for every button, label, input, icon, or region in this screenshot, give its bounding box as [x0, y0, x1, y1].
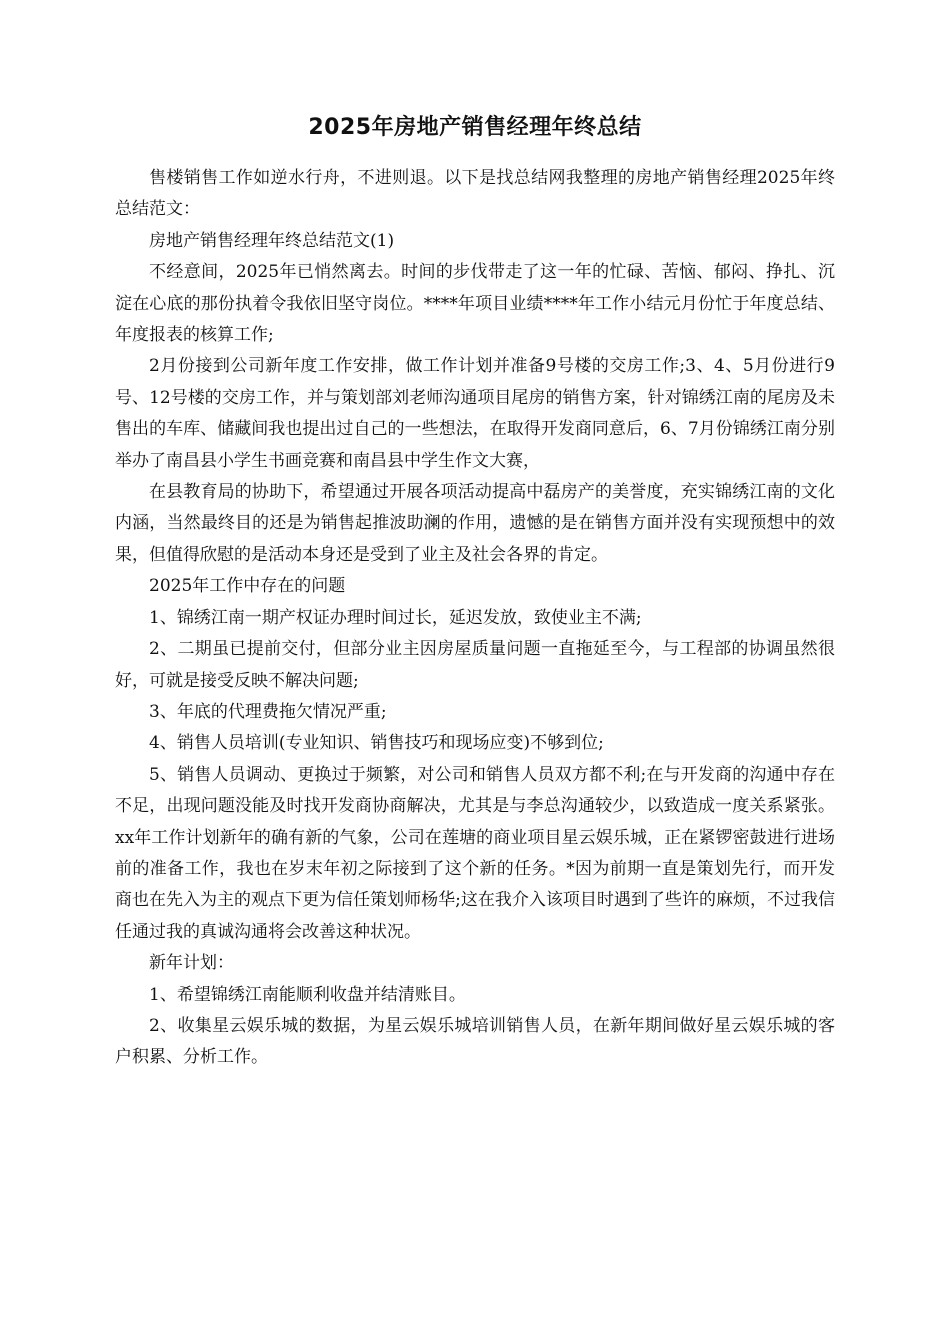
section-heading: 2025年工作中存在的问题 [149, 576, 346, 597]
body-paragraph: 在县教育局的协助下，希望通过开展各项活动提高中磊房产的美誉度，充实锦绣江南的文化内涵，当然最终目的还是为销售起推波助澜的作用，遗憾的是在销售方面并没有实现预想中的效果，但值得欣慰的是活动本身还是受到了业主及社会各界的肯定。 [115, 482, 835, 565]
list-item: 5、销售人员调动、更换过于频繁，对公司和销售人员双方都不利;在与开发商的沟通中存在不足，出现问题没能及时找开发商协商解决，尤其是与李总沟通较少，以致造成一度关系紧张。xx年工作计划新年的确有新的气象，公司在莲塘的商业项目星云娱乐城，正在紧锣密鼓进行进场前的准备工作，我也在岁末年初之际接到了这个新的任务。*因为前期一直是策划先行，而开发商也在先入为主的观点下更为信任策划师杨华;这在我介入该项目时遇到了些许的麻烦，不过我信任通过我的真诚沟通将会改善这种状况。 [115, 764, 835, 942]
list-item: 2、二期虽已提前交付，但部分业主因房屋质量问题一直拖延至今，与工程部的协调虽然很好，可就是接受反映不解决问题; [115, 639, 835, 691]
section-heading: 房地产销售经理年终总结范文(1) [149, 230, 395, 251]
list-item: 1、锦绣江南一期产权证办理时间过长，延迟发放，致使业主不满; [149, 607, 642, 628]
list-item: 3、年底的代理费拖欠情况严重; [149, 701, 387, 722]
document-title: 2025年房地产销售经理年终总结 [308, 115, 642, 140]
body-paragraph: 2月份接到公司新年度工作安排，做工作计划并准备9号楼的交房工作;3、4、5月份进行9号、12号楼的交房工作，并与策划部刘老师沟通项目尾房的销售方案，针对锦绣江南的尾房及未售出的车库、储藏间我也提出过自己的一些想法，在取得开发商同意后，6、7月份锦绣江南分别举办了南昌县小学生书画竞赛和南昌县中学生作文大赛， [115, 356, 835, 471]
list-item: 4、销售人员培训(专业知识、销售技巧和现场应变)不够到位; [149, 733, 604, 754]
section-heading: 新年计划： [149, 953, 234, 974]
intro-paragraph: 售楼销售工作如逆水行舟，不进则退。以下是找总结网我整理的房地产销售经理2025年终总结范文： [115, 168, 835, 220]
list-item: 2、收集星云娱乐城的数据，为星云娱乐城培训销售人员，在新年期间做好星云娱乐城的客户积累、分析工作。 [115, 1015, 835, 1068]
list-item: 1、希望锦绣江南能顺利收盘并结清账目。 [149, 984, 466, 1005]
document-body [115, 163, 835, 1074]
body-paragraph: 不经意间，2025年已悄然离去。时间的步伐带走了这一年的忙碌、苦恼、郁闷、挣扎、沉淀在心底的那份执着令我依旧坚守岗位。****年项目业绩****年工作小结元月份忙于年度总结、年度报表的核算工作; [115, 262, 835, 346]
